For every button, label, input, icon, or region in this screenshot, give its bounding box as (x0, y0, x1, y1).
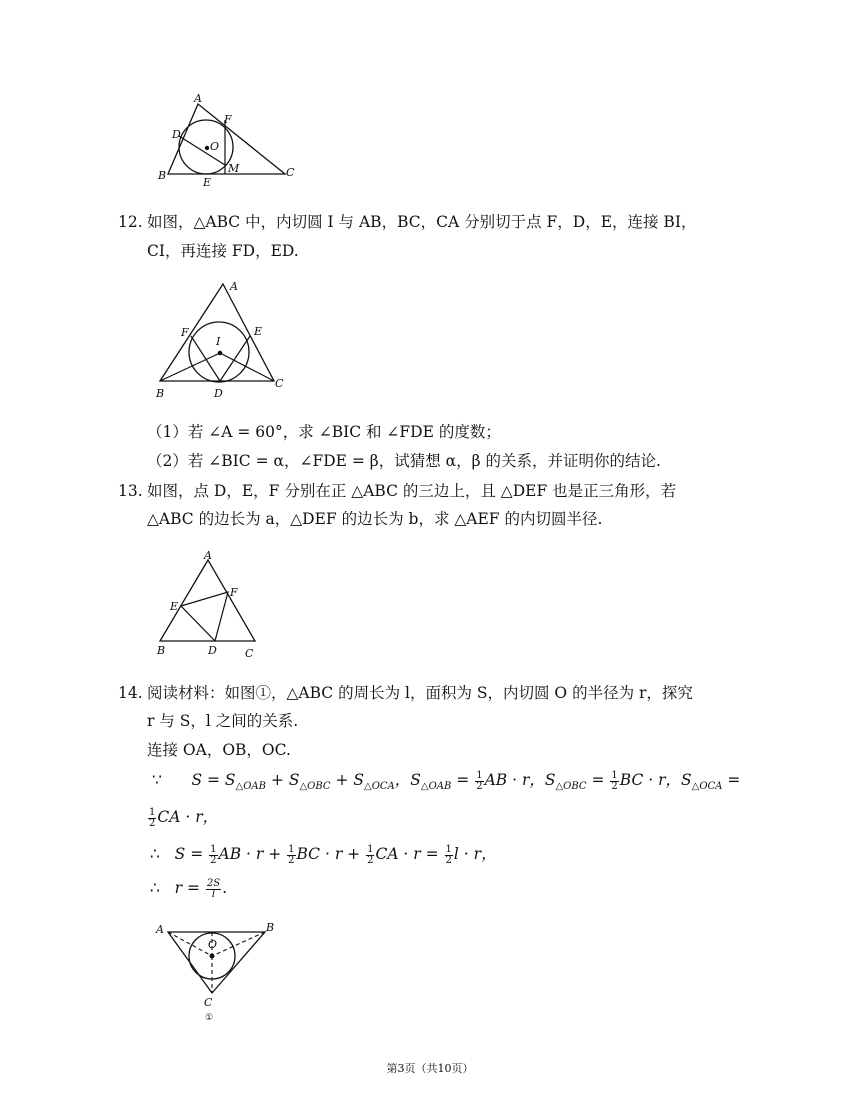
q14-line2: r 与 S，l 之间的关系. (147, 712, 299, 730)
svg-text:E: E (254, 325, 263, 338)
q12-line2: CI，再连接 FD，ED. (147, 242, 299, 260)
svg-text:B: B (156, 387, 165, 400)
svg-text:D: D (208, 644, 217, 657)
svg-text:D: D (172, 128, 181, 141)
page-footer: 第3页（共10页） (386, 1062, 474, 1075)
svg-text:F: F (224, 113, 232, 126)
svg-text:B: B (158, 169, 167, 182)
q12-number: 12. (118, 213, 143, 231)
svg-text:C: C (286, 166, 295, 179)
q14-line1: 阅读材料：如图①，△ABC 的周长为 l，面积为 S，内切圆 O 的半径为 r，探究 (147, 684, 693, 702)
q14-eq3: ∴ S = $\frac{1}{2}$ AB · r + $\frac{1}{2}$ BC · r + $\frac{1}{2}$ CA · r = $\frac{1}{2}$ l · r， (150, 843, 497, 866)
q14-eq2: $\frac{1}{2}$ CA · r， (149, 806, 219, 829)
svg-text:C: C (245, 647, 254, 660)
q12-line1: 如图，△ABC 中，内切圆 I 与 AB，BC，CA 分别切于点 F，D，E，连接 BI， (147, 213, 697, 231)
q14-number: 14. (118, 684, 143, 702)
q14-eq4: ∴ r = $\frac{2S}{l}$ . (150, 877, 228, 900)
svg-text:E: E (170, 600, 179, 613)
svg-text:A: A (156, 923, 164, 936)
figure-q11 (150, 88, 310, 188)
svg-text:O: O (208, 938, 218, 951)
figure-q14 (150, 918, 285, 1026)
q13-line2: △ABC 的边长为 a，△DEF 的边长为 b，求 △AEF 的内切圆半径. (147, 510, 603, 528)
figure-q12 (150, 276, 300, 406)
q12-sub2: （2）若 ∠BIC = α，∠FDE = β，试猜想 α，β 的关系，并证明你的结论. (147, 452, 661, 470)
q14-eq1: ∵ $S = S_{\triangle OAB} + S_{\triangle OBC} + S_{\triangle OCA}$，$S_{\triangle OAB}$ = $\frac{1}{2}$ AB · r，$S_{\triangle OBC}$ = $\frac{1}{2}$ BC · r，$S_{\triangle OCA}$ = (152, 769, 741, 793)
triangle-def (181, 592, 228, 641)
svg-text:I: I (216, 335, 221, 348)
q12-sub1: （1）若 ∠A = 60°，求 ∠BIC 和 ∠FDE 的度数； (147, 423, 501, 441)
svg-text:B: B (266, 921, 275, 934)
svg-text:B: B (157, 644, 166, 657)
svg-text:M: M (228, 162, 240, 175)
svg-text:O: O (210, 140, 220, 153)
svg-text:C: C (204, 996, 213, 1009)
svg-text:D: D (214, 387, 223, 400)
figure-q13 (150, 548, 270, 660)
q13-line1: 如图，点 D，E，F 分别在正 △ABC 的三边上，且 △DEF 也是正三角形，若 (147, 482, 677, 500)
svg-text:F: F (230, 586, 238, 599)
svg-text:E: E (203, 176, 212, 188)
svg-text:C: C (275, 377, 284, 390)
svg-text:F: F (181, 326, 189, 339)
svg-text:①: ① (205, 1013, 214, 1023)
q14-line3: 连接 OA，OB，OC. (147, 741, 291, 759)
svg-text:A: A (230, 280, 238, 293)
svg-text:A: A (204, 549, 212, 562)
q13-number: 13. (118, 482, 143, 500)
svg-text:A: A (194, 92, 202, 105)
